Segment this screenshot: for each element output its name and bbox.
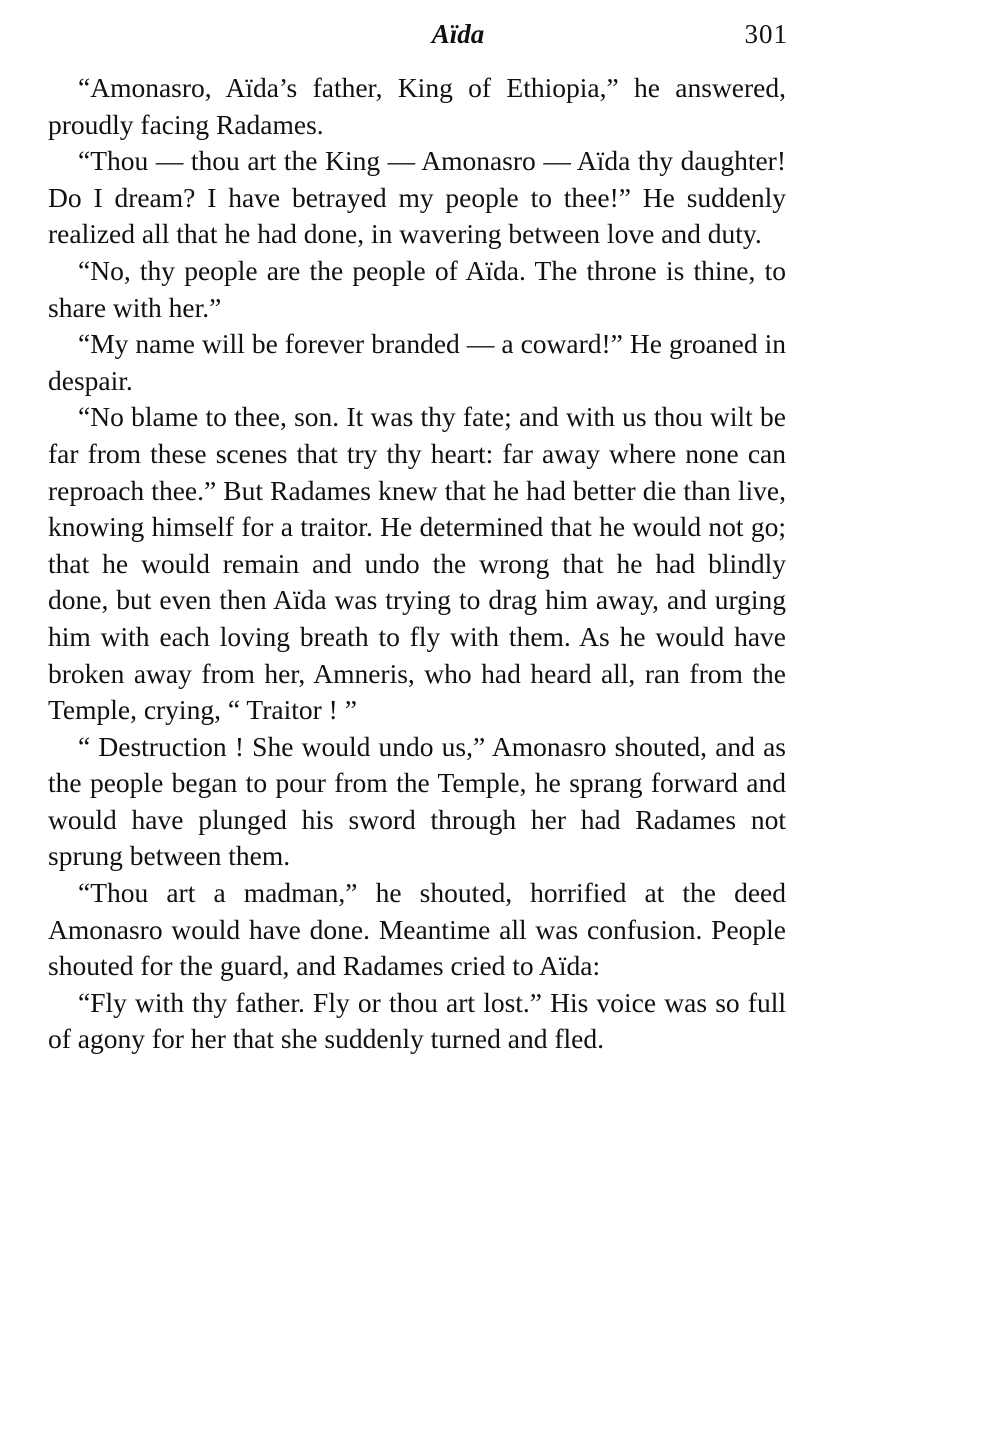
paragraph-4: “My name will be forever branded — a coward!” He groaned in despair.	[48, 328, 786, 396]
paragraph-5: “No blame to thee, son. It was thy fate; and with us thou wilt be far from these scenes that try thy heart: far away where none can reproach thee.” But Radames knew that he had better die than live, knowing himself for a traitor. He determined that he would not go; that he would remain and undo the wrong that he had blindly done, but even then Aïda was trying to drag him away, and urging him with each loving breath to fly with them. As he would have broken away from her, Amneris, who had heard all, ran from the Temple, crying, “ Traitor ! ”	[48, 401, 786, 726]
paragraph-1: “Amonasro, Aïda’s father, King of Ethiopia,” he answered, proudly facing Radames.	[48, 72, 786, 140]
paragraph-6: “ Destruction ! She would undo us,” Amonasro shouted, and as the people began to pour from the Temple, he sprang forward and would have plunged his sword through her had Radames not sprung between them.	[48, 730, 786, 872]
page-number: 301	[744, 19, 788, 49]
body-text	[48, 70, 786, 1058]
paragraph-3: “No, thy people are the people of Aïda. The throne is thine, to share with her.”	[48, 254, 786, 323]
paragraph-2: “Thou — thou art the King — Amonasro — Aïda thy daughter! Do I dream? I have betrayed my people to thee!” He suddenly realized all that he had done, in wavering between love and duty.	[48, 145, 786, 250]
paragraph-8: “Fly with thy father. Fly or thou art lost.” His voice was so full of agony for her that she suddenly turned and fled.	[48, 986, 786, 1055]
running-title: Aïda	[431, 19, 485, 49]
paragraph-7: “Thou art a madman,” he shouted, horrified at the deed Amonasro would have done. Meantime all was confusion. People shouted for the guard, and Radames cried to Aïda:	[48, 877, 786, 982]
running-head	[48, 14, 788, 54]
